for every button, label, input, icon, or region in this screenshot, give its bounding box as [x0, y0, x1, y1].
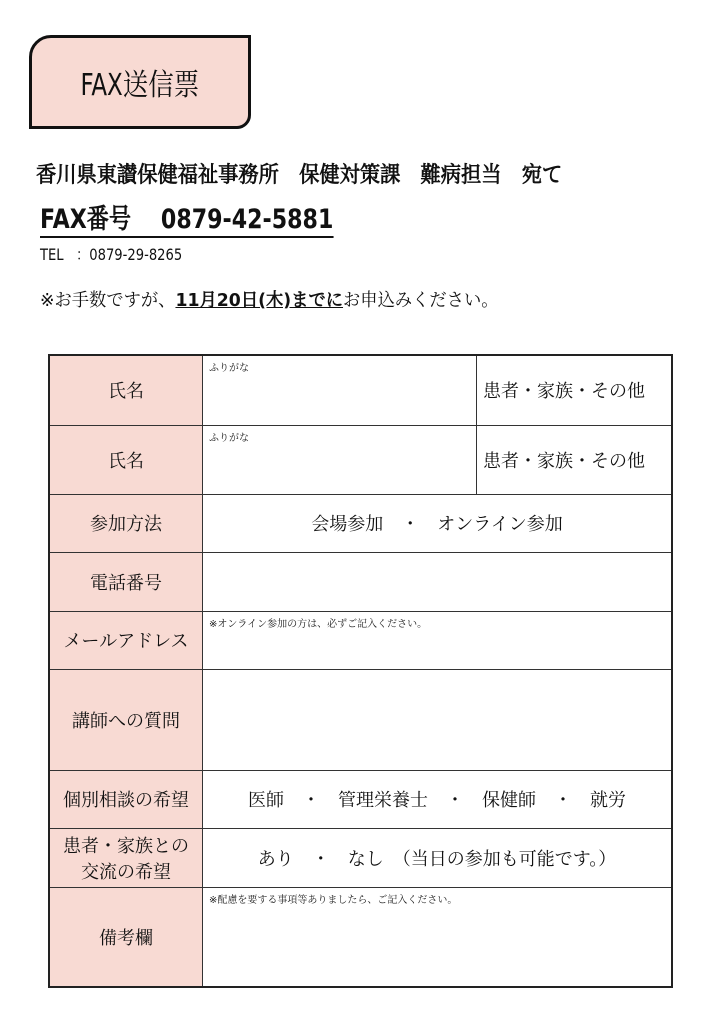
- form-row-consultation: [49, 770, 672, 828]
- label-remarks: 備考欄: [49, 887, 203, 987]
- label-name: 氏名: [49, 355, 203, 425]
- form-row-email: [49, 611, 672, 669]
- label-exchange: [49, 828, 203, 887]
- form-row-exchange: [49, 828, 672, 887]
- deadline-notice: [40, 286, 499, 312]
- fax-title: FAX送信票: [80, 68, 200, 103]
- relation-select-1[interactable]: 患者・家族・その他: [477, 355, 673, 425]
- tel-line: [40, 242, 182, 265]
- consultation-choices[interactable]: 医師 ・ 管理栄養士 ・ 保健師 ・ 就労: [203, 770, 673, 828]
- form-row-remarks: [49, 887, 672, 987]
- phone-input[interactable]: [203, 552, 673, 611]
- label-participation-method: 参加方法: [49, 494, 203, 552]
- label-question: 講師への質問: [49, 669, 203, 770]
- label-name: 氏名: [49, 425, 203, 494]
- label-email: メールアドレス: [49, 611, 203, 669]
- deadline: 11月20日(木)までに: [175, 290, 344, 311]
- fax-label: FAX番号: [40, 204, 132, 235]
- remarks-input[interactable]: [203, 887, 673, 987]
- tel-separator: ：: [76, 245, 90, 264]
- recipient: 香川県東讃保健福祉事務所 保健対策課 難病担当 宛て: [36, 163, 563, 188]
- form-row-question: [49, 669, 672, 770]
- label-phone: 電話番号: [49, 552, 203, 611]
- question-input[interactable]: [203, 669, 673, 770]
- label-exchange-line2: 交流の希望: [81, 861, 171, 883]
- relation-select-2[interactable]: 患者・家族・その他: [477, 425, 673, 494]
- label-exchange-line1: 患者・家族との: [63, 835, 189, 857]
- fax-number-line: [40, 205, 333, 238]
- form-row-participation: [49, 494, 672, 552]
- fax-title-box: [29, 35, 251, 129]
- tel-label: TEL: [40, 245, 64, 264]
- remarks-hint: ※配慮を要する事項等ありましたら、ご記入ください。: [209, 894, 458, 906]
- furigana-hint: ふりがな: [209, 432, 249, 444]
- email-input[interactable]: [203, 611, 673, 669]
- participation-method-choices[interactable]: 会場参加 ・ オンライン参加: [203, 494, 673, 552]
- notice-prefix: ※お手数ですが、: [40, 290, 176, 311]
- form-row-name-1: [49, 355, 672, 425]
- form-row-name-2: [49, 425, 672, 494]
- notice-suffix: お申込みください。: [343, 290, 499, 311]
- fax-number: 0879-42-5881: [160, 204, 334, 235]
- application-form: [48, 354, 673, 988]
- furigana-hint: ふりがな: [209, 363, 249, 374]
- name-input-2[interactable]: [203, 425, 477, 494]
- exchange-choices[interactable]: あり ・ なし （当日の参加も可能です。）: [203, 828, 673, 887]
- tel-number: 0879-29-8265: [89, 245, 183, 264]
- label-consultation: 個別相談の希望: [49, 770, 203, 828]
- name-input-1[interactable]: [203, 355, 477, 425]
- email-hint: ※オンライン参加の方は、必ずご記入ください。: [209, 618, 428, 630]
- form-row-phone: [49, 552, 672, 611]
